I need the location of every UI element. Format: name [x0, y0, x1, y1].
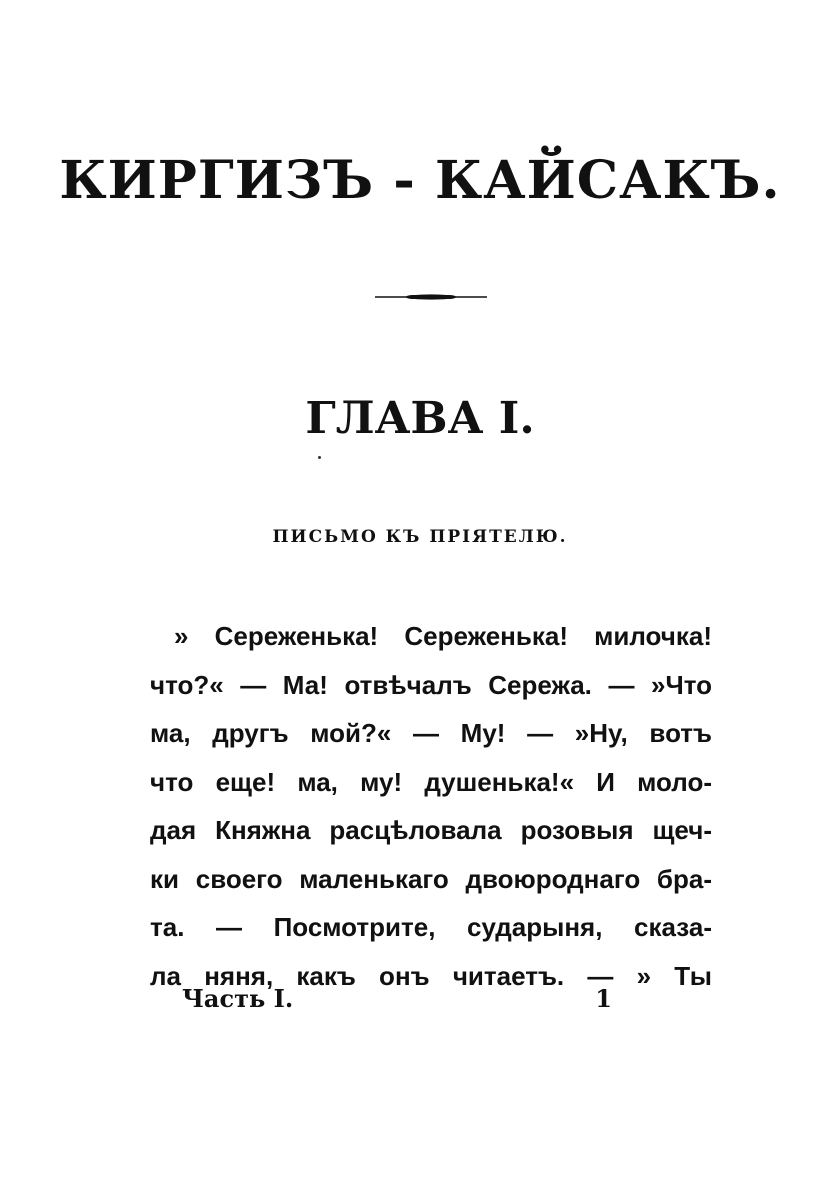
text-line: дая Княжна расцѣловала розовыя щеч-	[150, 815, 712, 845]
text-line: ки своего маленькаго двоюроднаго бра-	[150, 863, 712, 894]
page-number: 1	[595, 984, 612, 1013]
text-line: что?« — Ма! отвѣчалъ Сережа. — »Что	[150, 669, 712, 700]
chapter-subtitle: ПИСЬМО КЪ ПРІЯТЕЛЮ.	[272, 527, 568, 547]
text-line: та. — Посмотрите, сударыня, сказа-	[150, 912, 712, 942]
book-title: КИРГИЗЪ - КАЙСАКЪ.	[59, 150, 781, 211]
horizontal-rule-ornament-icon	[373, 290, 489, 304]
text-line: » Сереженька! Сереженька! милочка!	[174, 621, 712, 651]
text-line: что еще! ма, му! душенька!« И моло-	[150, 766, 712, 797]
body-text	[150, 612, 712, 1000]
chapter-heading: ГЛАВА I.	[305, 393, 535, 444]
volume-part-label: Часть I.	[182, 984, 294, 1013]
text-line: ма, другъ мой?« — Му! — »Ну, вотъ	[150, 718, 712, 748]
print-speck	[318, 456, 321, 459]
text-line: ла няня, какъ онъ читаетъ. — » Ты	[150, 960, 712, 991]
